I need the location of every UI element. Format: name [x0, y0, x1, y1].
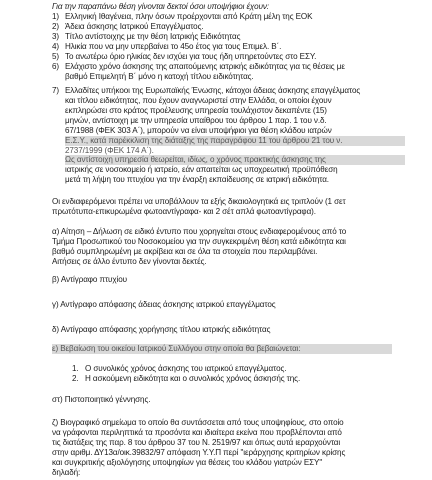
equivalent-service-note: Ως αντίστοιχη υπηρεσία θεωρείται, ιδίως, ο χρόνος πρακτικής άσκησης της: [65, 155, 405, 165]
doc-a: α) Αίτηση – Δήλωση σε ειδικό έντυπο που χορηγείται στους ενδιαφερομένους από το: [52, 227, 347, 236]
requirement-7-line: μηνών, αντίστοιχη με την υπηρεσία υπαίθρου του άρθρου 1 παρ. 1 του ν.δ.: [65, 116, 327, 125]
doc-a: Αιτήσεις σε άλλο έντυπο δεν γίνονται δεκτές.: [52, 257, 207, 266]
requirement-6: 6) Ελάχιστο χρόνο άσκησης της απαιτούμενης ιατρικής ειδικότητας για τις θέσεις με: [52, 62, 345, 71]
doc-st: στ) Πιστοποιητικό γέννησης.: [52, 395, 151, 404]
doc-e-item-2: 2. Η ασκούμενη ειδικότητα και ο συνολικός χρόνος άσκησής της.: [72, 374, 301, 383]
doc-e: ε) Βεβαίωση του οικείου Ιατρικού Συλλόγου στην οποία θα βεβαιώνεται:: [52, 344, 392, 354]
requirement-6-cont: βαθμό Επιμελητή Β΄ μόνο η κατοχή τίτλου ειδικότητας.: [65, 72, 254, 81]
doc-e-item-1: 1. Ο συνολικός χρόνος άσκησης του ιατρικού επαγγέλματος.: [72, 364, 287, 373]
doc-a: βαθμό συμπληρωμένη με ακρίβεια και σε όλα τα στοιχεία που περιλαμβάνει.: [52, 247, 318, 256]
requirement-2: 2) Άδεια άσκησης Ιατρικού Επαγγέλματος.: [52, 22, 204, 31]
requirement-3: 3) Τίτλο αντίστοιχης με την θέση Ιατρικής Ειδικότητας: [52, 32, 241, 41]
requirement-7-line: 67/1988 (ΦΕΚ 303 Α΄), μπορούν να είναι υποψήφιοι για θέση κλάδου ιατρών: [65, 126, 332, 135]
doc-z: και συγκριτικής αξιολόγησης υποψηφίων για θέσεις του κλάδου γιατρών ΕΣΥ": [52, 458, 323, 467]
documents-intro: πρωτότυπα-επικυρωμένα φωτοαντίγραφα- και 2 σέτ απλά φωτοαντίγραφα).: [52, 207, 316, 216]
equivalent-service-note: μετά τη λήψη του πτυχίου για την έναρξη εκπαίδευσης σε ιατρική ειδικότητα.: [65, 175, 329, 184]
requirement-5: 5) Το ανωτέρω όριο ηλικίας δεν ισχύει για τους ήδη υπηρετούντες στο ΕΣΥ.: [52, 52, 317, 61]
intro-text: Για την παραπάνω θέση γίνονται δεκτοί όσοι υποψήφιοι έχουν:: [52, 2, 269, 11]
doc-z: να γράφονται περιληπτικά τα προσόντα και ιδιαίτερα εκείνα που προβλέπονται από: [52, 428, 342, 437]
doc-d: δ) Αντίγραφο απόφασης χορήγησης τίτλου ιατρικής ειδικότητας: [52, 325, 271, 334]
requirement-7-line: 2737/1999 (ΦΕΚ 174 Α΄).: [65, 146, 154, 155]
requirement-1: 1) Ελληνική Ιθαγένεια, πλην όσων προέρχονται από Κράτη μέλη της ΕΟΚ: [52, 12, 313, 21]
doc-z: στην αριθμ. ΔΥ13α/οικ.39832/97 απόφαση Υ.Υ.Π περί "ιεράρχησης κριτηρίων κρίσης: [52, 448, 346, 457]
doc-z: ζ) Βιογραφικό σημείωμα το οποίο θα συντάσσεται από τους υποψηφίους, στο οποίο: [52, 418, 344, 427]
requirement-4: 4) Ηλικία που να μην υπερβαίνει το 45ο έτος για τους Επιμελ. Β΄.: [52, 42, 282, 51]
doc-z: τις διατάξεις της παρ. 8 του άρθρου 37 του Ν. 2519/97 και όπως αυτά ιεραρχούνται: [52, 438, 341, 447]
doc-z: δηλαδή:: [52, 468, 81, 477]
doc-b: β) Αντίγραφο πτυχίου: [52, 275, 127, 284]
requirement-7-line: Ε.Σ.Υ., κατά παρέκκλιση της διάταξης της παραγράφου 11 του άρθρου 21 του ν.: [65, 136, 405, 146]
doc-c: γ) Αντίγραφο απόφασης άδειας άσκησης ιατρικού επαγγέλματος: [52, 300, 276, 309]
equivalent-service-note: ιατρικής σε νοσοκομείο ή ιατρείο, εάν απαιτείται ως υποχρεωτική προϋπόθεση: [65, 165, 338, 174]
requirement-7: 7) Ελλαδίτες υπήκοοι της Ευρωπαϊκής Ένωσης, κάτοχοι άδειας άσκησης επαγγέλματος: [52, 86, 361, 95]
documents-intro: Οι ενδιαφερόμενοι πρέπει να υποβάλλουν τα εξής δικαιολογητικά εις τριπλούν (1 σετ: [52, 197, 346, 206]
doc-a: Τμήμα Προσωπικού του Νοσοκομείου για την συγκεκριμένη θέση κατά ειδικότητα και: [52, 237, 346, 246]
requirement-7-line: εκπληρώσει στο κράτος προέλευσης υπηρεσία τουλάχιστον δεκαπέντε (15): [65, 106, 327, 115]
requirement-7-line: και τίτλου ειδικότητας, που έχουν αναγνωριστεί στην Ελλάδα, οι οποίοι έχουν: [65, 96, 332, 105]
